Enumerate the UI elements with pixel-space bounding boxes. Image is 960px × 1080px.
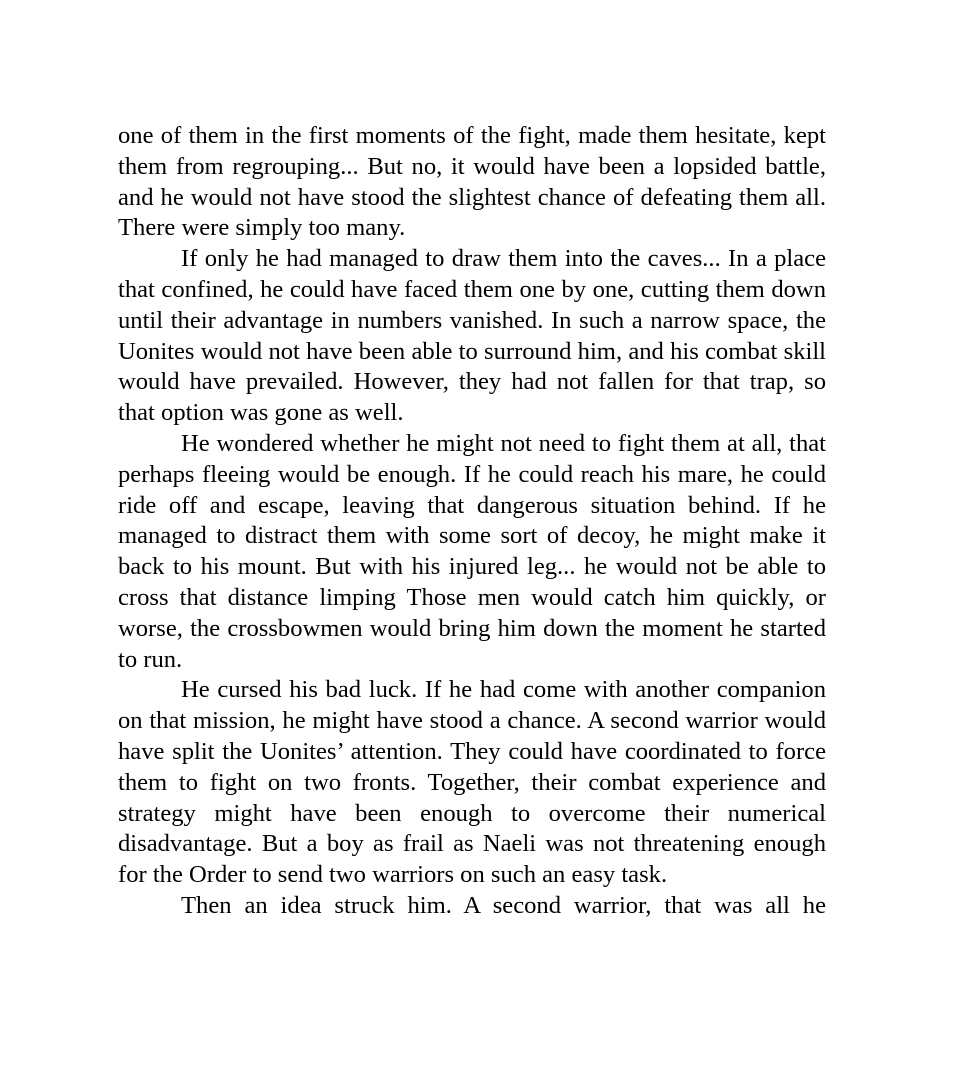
paragraph-5: Then an idea struck him. A second warrior, that was all he (181, 891, 826, 919)
paragraph-2: If only he had managed to draw them into the caves... In a place that confined, he could have faced them one by one, cutting them down until their advantage in numbers vanished. In such a narrow space, the Uonites would not have been able to surround him, and his combat skill would have prevailed. However, they had not fallen for that trap, so that option was gone as well. (118, 245, 826, 427)
paragraph-4: He cursed his bad luck. If he had come with another companion on that mission, he might have stood a chance. A second warrior would have split the Uonites’ attention. They could have coordinated to force them to fight on two fronts. Together, their combat experience and strategy might have been enough to overcome their numerical disadvantage. But a boy as frail as Naeli was not threatening enough for the Order to send two warriors on such an easy task. (118, 676, 826, 889)
paragraph-3: He wondered whether he might not need to fight them at all, that perhaps fleeing would be enough. If he could reach his mare, he could ride off and escape, leaving that dangerous situation behind. If he managed to distract them with some sort of decoy, he might make it back to his mount. But with his injured leg... he would not be able to cross that distance limping Those men would catch him quickly, or worse, the crossbowmen would bring him down the moment he started to run. (118, 429, 826, 673)
paragraph-1: one of them in the first moments of the fight, made them hesitate, kept them from regrouping... But no, it would have been a lopsided battle, and he would not have stood the slightest chance of defeating them all. There were simply too many. (118, 122, 826, 242)
body-text (118, 121, 826, 922)
